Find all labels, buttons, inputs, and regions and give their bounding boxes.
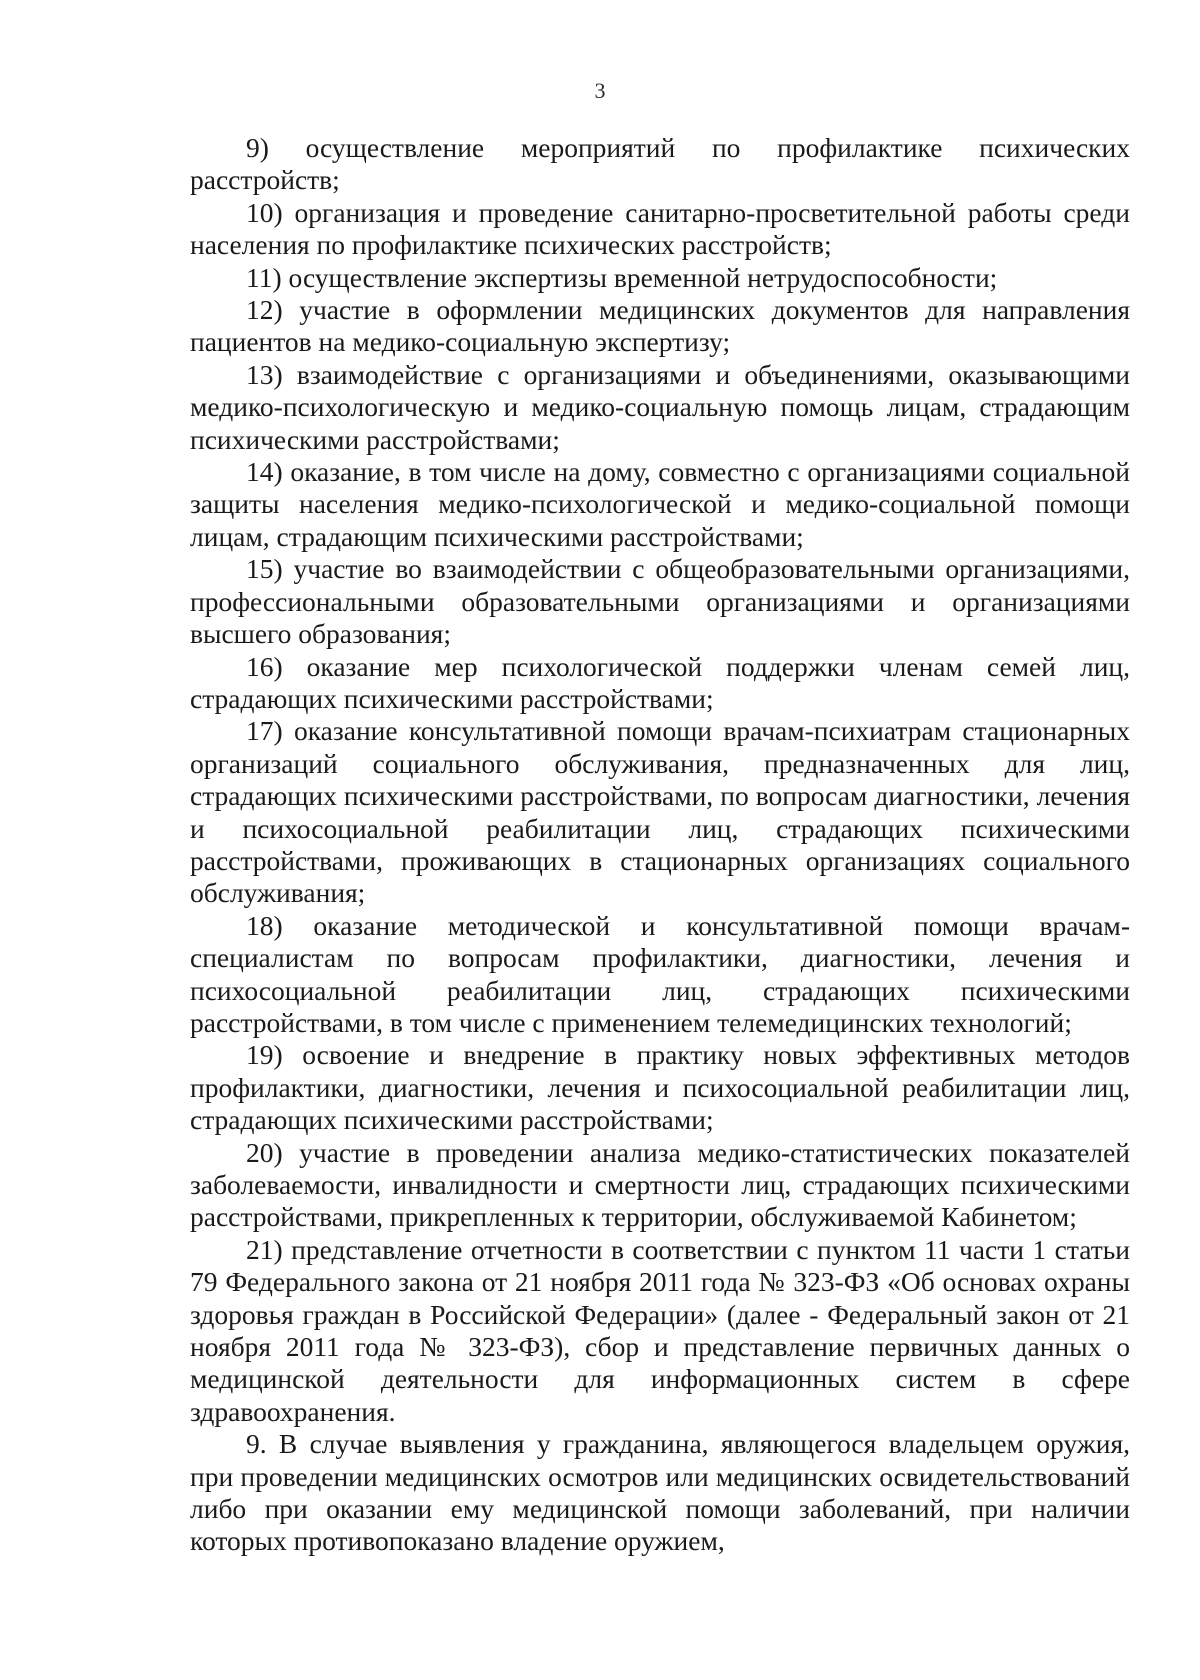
paragraph-item-16: 16) оказание мер психологической поддержки членам семей лиц, страдающих психическими расстройствами; <box>190 650 1130 714</box>
document-body <box>190 132 1130 1558</box>
paragraph-item-12: 12) участие в оформлении медицинских документов для направления пациентов на медико-социальную экспертизу; <box>190 294 1130 358</box>
paragraph-item-19: 19) освоение и внедрение в практику новых эффективных методов профилактики, диагностики, лечения и психосоциальной реабилитации лиц, страдающих психическими расстройствами; <box>190 1039 1130 1136</box>
paragraph-item-17: 17) оказание консультативной помощи врачам-психиатрам стационарных организаций социального обслуживания, предназначенных для лиц, страдающих психическими расстройствами, по вопросам диагностики, лечения и психосоциальной реабилитации лиц, страдающих психическими расстройствами, проживающих в стационарных организациях социального обслуживания; <box>190 715 1130 909</box>
paragraph-item-20: 20) участие в проведении анализа медико-статистических показателей заболеваемости, инвалидности и смертности лиц, страдающих психическими расстройствами, прикрепленных к территории, обслуживаемой Кабинетом; <box>190 1136 1130 1233</box>
paragraph-item-18: 18) оказание методической и консультативной помощи врачам-специалистам по вопросам профилактики, диагностики, лечения и психосоциальной реабилитации лиц, страдающих психическими расстройствами, в том числе с применением телемедицинских технологий; <box>190 909 1130 1038</box>
paragraph-item-15: 15) участие во взаимодействии с общеобразовательными организациями, профессиональными образовательными организациями и организациями высшего образования; <box>190 553 1130 650</box>
paragraph-item-13: 13) взаимодействие с организациями и объединениями, оказывающими медико-психологическую и медико-социальную помощь лицам, страдающим психическими расстройствами; <box>190 358 1130 455</box>
page-number: 3 <box>594 78 606 103</box>
paragraph-item-10: 10) организация и проведение санитарно-просветительной работы среди населения по профилактике психических расстройств; <box>190 196 1130 261</box>
paragraph-item-9: 9) осуществление мероприятий по профилактике психических расстройств; <box>190 132 1130 196</box>
paragraph-item-14: 14) оказание, в том числе на дому, совместно с организациями социальной защиты населения медико-психологической и медико-социальной помощи лицам, страдающим психическими расстройствами; <box>190 456 1130 552</box>
paragraph-item-21: 21) представление отчетности в соответствии с пунктом 11 части 1 статьи 79 Федерального закона от 21 ноября 2011 года № 323-ФЗ «Об основах охраны здоровья граждан в Российской Федерации» (далее - Федеральный закон от 21 ноября 2011 года № 323-ФЗ), сбор и представление первичных данных о медицинской деятельности для информационных систем в сфере здравоохранения. <box>190 1233 1130 1427</box>
paragraph-section-9: 9. В случае выявления у гражданина, являющегося владельцем оружия, при проведении медицинских осмотров или медицинских освидетельствований либо при оказании ему медицинской помощи заболеваний, при наличии которых противопоказано владение оружием, <box>190 1428 1130 1557</box>
paragraph-item-11: 11) осуществление экспертизы временной нетрудоспособности; <box>246 261 998 293</box>
